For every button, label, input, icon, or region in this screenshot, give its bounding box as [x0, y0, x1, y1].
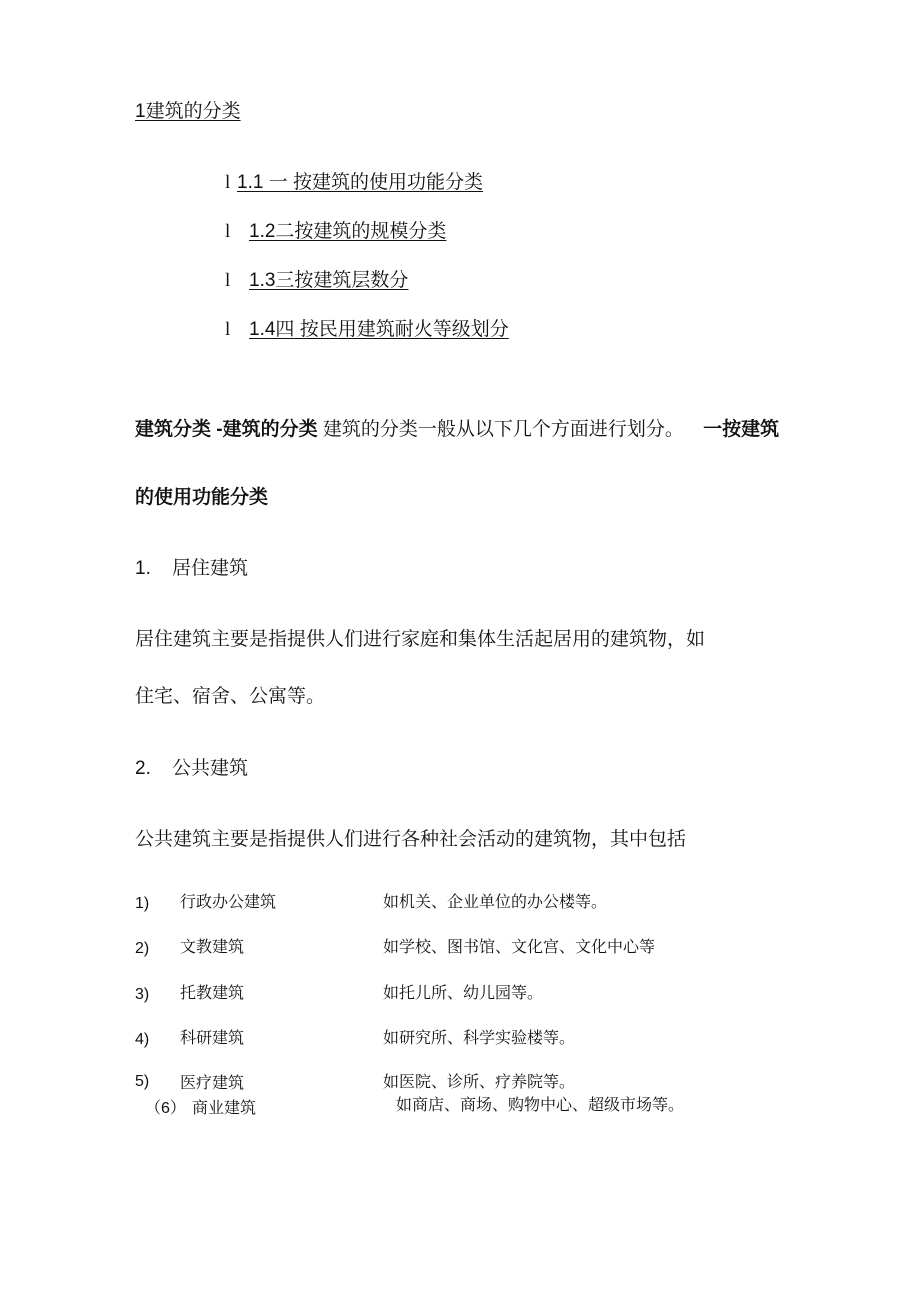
toc-bullet: l	[225, 221, 231, 242]
list-item-name: 文教建筑	[180, 939, 245, 956]
section-2-title: 公共建筑	[172, 758, 249, 779]
list-number: 5)	[135, 1073, 150, 1090]
list-item-desc: 如医院、诊所、疗养院等。	[383, 1074, 576, 1091]
list-item-desc: 如机关、企业单位的办公楼等。	[383, 894, 608, 911]
intro-text: 建筑的分类一般从以下几个方面进行划分。	[317, 419, 684, 440]
intro-subheading: 一按建筑	[703, 419, 780, 440]
section-2-paragraph: 公共建筑主要是指提供人们进行各种社会活动的建筑物，其中包括	[135, 829, 687, 850]
list-item-desc: 如学校、图书馆、文化宫、文化中心等	[383, 939, 656, 956]
toc-bullet: l	[225, 319, 231, 340]
list-item-name: 商业建筑	[192, 1100, 257, 1117]
list-item-desc: 如研究所、科学实验楼等。	[383, 1030, 576, 1047]
list-item-desc: 如商店、商场、购物中心、超级市场等。	[396, 1097, 685, 1114]
section-1-paragraph: 居住建筑主要是指提供人们进行家庭和集体生活起居用的建筑物，如	[135, 629, 706, 650]
list-item-name: 行政办公建筑	[180, 894, 277, 911]
list-number: 1)	[135, 895, 150, 912]
list-number: （6）	[145, 1100, 186, 1117]
intro-paragraph	[135, 420, 779, 439]
list-number: 3)	[135, 986, 150, 1003]
list-number: 2)	[135, 940, 150, 957]
section-2-number: 2.	[135, 758, 151, 779]
toc-item-1-3[interactable]: 1.3三按建筑层数分	[249, 270, 409, 291]
toc-item-1-4[interactable]: 1.4四 按民用建筑耐火等级划分	[249, 319, 509, 340]
list-number: 4)	[135, 1031, 150, 1048]
section-1-paragraph-cont: 住宅、宿舍、公寓等。	[135, 686, 326, 707]
list-item-name: 科研建筑	[180, 1030, 245, 1047]
list-item-name: 医疗建筑	[180, 1075, 245, 1092]
intro-subheading-cont: 的使用功能分类	[135, 487, 269, 508]
section-1-number: 1.	[135, 558, 151, 579]
toc-item-1-1[interactable]: 1.1 一 按建筑的使用功能分类	[237, 172, 483, 193]
toc-item-1-2[interactable]: 1.2二按建筑的规模分类	[249, 221, 447, 242]
toc-bullet: l	[225, 270, 231, 291]
intro-heading: 建筑分类 -建筑的分类	[135, 419, 318, 440]
list-item-name: 托教建筑	[180, 985, 245, 1002]
section-1-title: 居住建筑	[172, 558, 249, 579]
toc-title-link[interactable]: 1建筑的分类	[135, 101, 241, 122]
list-item-desc: 如托儿所、幼儿园等。	[383, 985, 544, 1002]
toc-bullet: l	[225, 172, 231, 193]
